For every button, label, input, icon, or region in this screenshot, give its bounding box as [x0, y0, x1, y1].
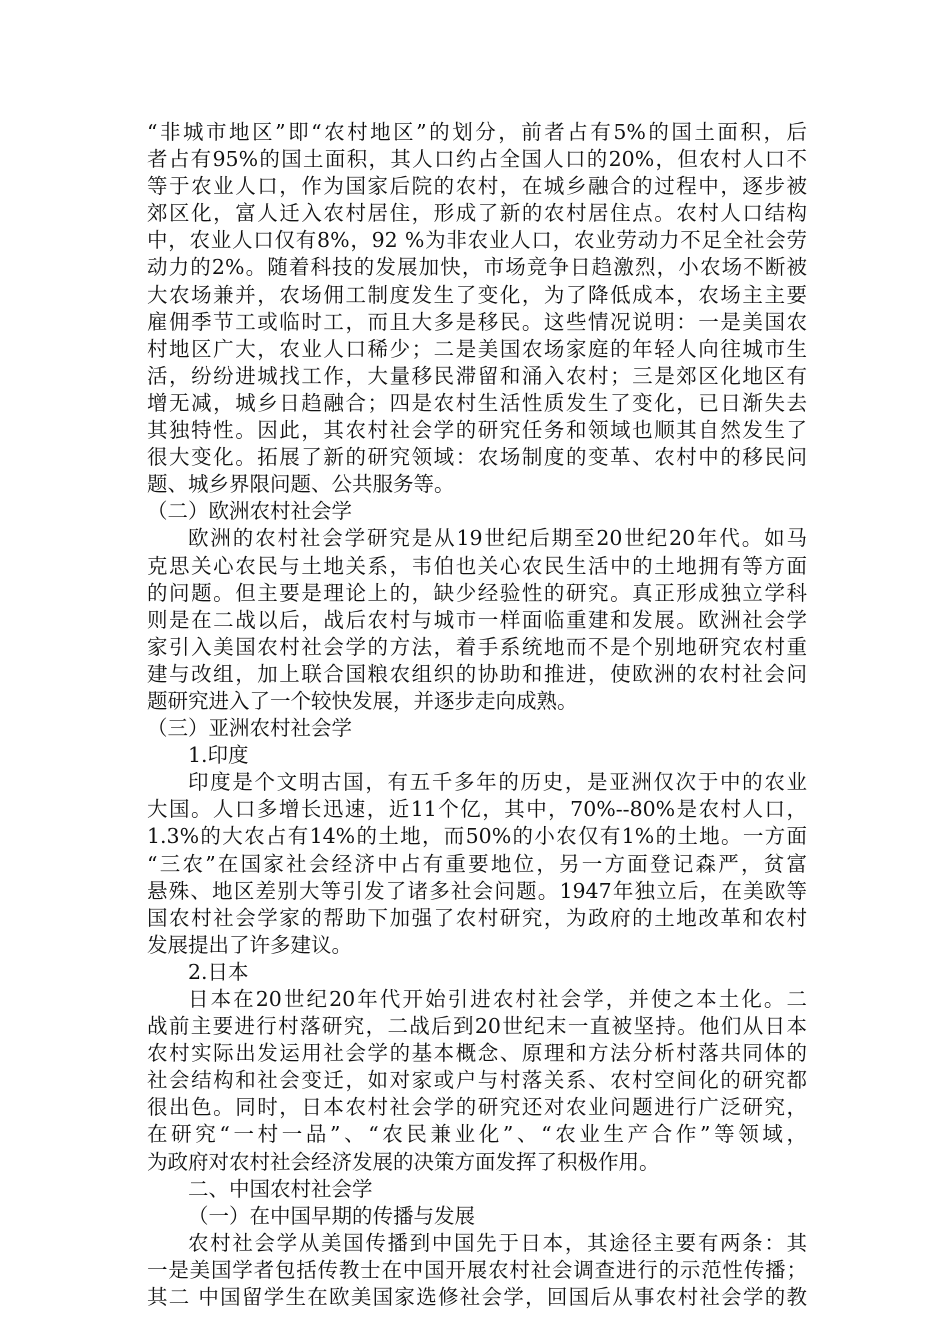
text-line: 日本在20世纪20年代开始引进农村社会学，并使之本土化。二 — [188, 987, 807, 1011]
text-line: （三）亚洲农村社会学 — [147, 716, 352, 741]
text-line: 在研究“一村一品”、“农民兼业化”、“农业生产合作”等领域， — [147, 1122, 807, 1147]
text-line: 1.3%的大农占有14%的土地，而50%的小农仅有1%的土地。一方面 — [147, 824, 807, 849]
text-line: 为政府对农村社会经济发展的决策方面发挥了积极作用。 — [147, 1149, 660, 1174]
text-line: （二）欧洲农村社会学 — [147, 499, 352, 524]
text-line: 大农场兼并，农场佣工制度发生了变化，为了降低成本，农场主主要 — [147, 282, 807, 307]
text-line: 社会结构和社会变迁，如对家或户与村落关系、农村空间化的研究都 — [147, 1068, 807, 1093]
text-line: 悬殊、地区差别大等引发了诸多社会问题。1947年独立后，在美欧等 — [147, 878, 807, 903]
text-line: 1.印度 — [188, 743, 249, 768]
text-line: 印度是个文明古国，有五千多年的历史，是亚洲仅次于中的农业 — [188, 770, 807, 795]
text-line: 很大变化。拓展了新的研究领域：农场制度的变革、农村中的移民问 — [147, 445, 807, 470]
text-line: 很出色。同时，日本农村社会学的研究还对农业问题进行广泛研究， — [147, 1095, 807, 1120]
text-line: 等于农业人口，作为国家后院的农村，在城乡融合的过程中，逐步被 — [147, 174, 807, 199]
text-line: 其独特性。因此，其农村社会学的研究任务和领域也顺其自然发生了 — [147, 418, 807, 443]
text-line: 其二 中国留学生在欧美国家选修社会学，回国后从事农村社会学的教 — [147, 1285, 807, 1310]
body-text — [147, 119, 807, 1311]
text-line: 一是美国学者包括传教士在中国开展农村社会调查进行的示范性传播； — [147, 1257, 807, 1282]
text-line: “非城市地区”即“农村地区”的划分，前者占有5%的国土面积，后 — [147, 120, 807, 144]
text-line: 者占有95%的国土面积，其人口约占全国人口的20%，但农村人口不 — [147, 147, 807, 172]
text-line: 二、中国农村社会学 — [188, 1176, 373, 1201]
text-line: 的问题。但主要是理论上的，缺少经验性的研究。真正形成独立学科 — [147, 580, 807, 605]
text-line: 发展提出了许多建议。 — [147, 932, 352, 957]
text-line: 克思关心农民与土地关系，韦伯也关心农民生活中的土地拥有等方面 — [147, 553, 807, 578]
text-line: 动力的2%。随着科技的发展加快，市场竞争日趋激烈，小农场不断被 — [147, 255, 807, 280]
text-line: 大国。人口多增长迅速，近11个亿，其中，70%--80%是农村人口， — [147, 797, 807, 822]
text-line: 则是在二战以后，战后农村与城市一样面临重建和发展。欧洲社会学 — [147, 607, 807, 632]
text-line: 农村实际出发运用社会学的基本概念、原理和方法分析村落共同体的 — [147, 1041, 807, 1066]
text-line: 郊区化，富人迁入农村居住，形成了新的农村居住点。农村人口结构 — [147, 201, 807, 226]
text-line: 题、城乡界限问题、公共服务等。 — [147, 472, 455, 497]
text-line: 欧洲的农村社会学研究是从19世纪后期至20世纪20年代。如马 — [188, 526, 807, 551]
text-line: “三农”在国家社会经济中占有重要地位，另一方面登记森严，贫富 — [147, 851, 807, 876]
text-line: 题研究进入了一个较快发展，并逐步走向成熟。 — [147, 688, 578, 713]
text-line: 雇佣季节工或临时工，而且大多是移民。这些情况说明：一是美国农 — [147, 309, 807, 334]
text-line: 建与改组，加上联合国粮农组织的协助和推进，使欧洲的农村社会问 — [147, 661, 807, 686]
text-line: 战前主要进行村落研究，二战后到20世纪末一直被坚持。他们从日本 — [147, 1014, 807, 1039]
text-line: 增无减，城乡日趋融合；四是农村生活性质发生了变化，已日渐失去 — [147, 390, 807, 415]
text-line: 国农村社会学家的帮助下加强了农村研究，为政府的土地改革和农村 — [147, 905, 807, 930]
text-line: （一）在中国早期的传播与发展 — [188, 1203, 475, 1228]
text-line: 中，农业人口仅有8%，92 %为非农业人口，农业劳动力不足全社会劳 — [147, 228, 807, 253]
text-line: 家引入美国农村社会学的方法，着手系统地而不是个别地研究农村重 — [147, 634, 807, 659]
text-line: 农村社会学从美国传播到中国先于日本，其途径主要有两条：其 — [188, 1230, 807, 1255]
text-line: 活，纷纷进城找工作，大量移民滞留和涌入农村；三是郊区化地区有 — [147, 363, 807, 388]
text-line: 2.日本 — [188, 959, 249, 984]
text-line: 村地区广大，农业人口稀少；二是美国农场家庭的年轻人向往城市生 — [147, 336, 807, 361]
